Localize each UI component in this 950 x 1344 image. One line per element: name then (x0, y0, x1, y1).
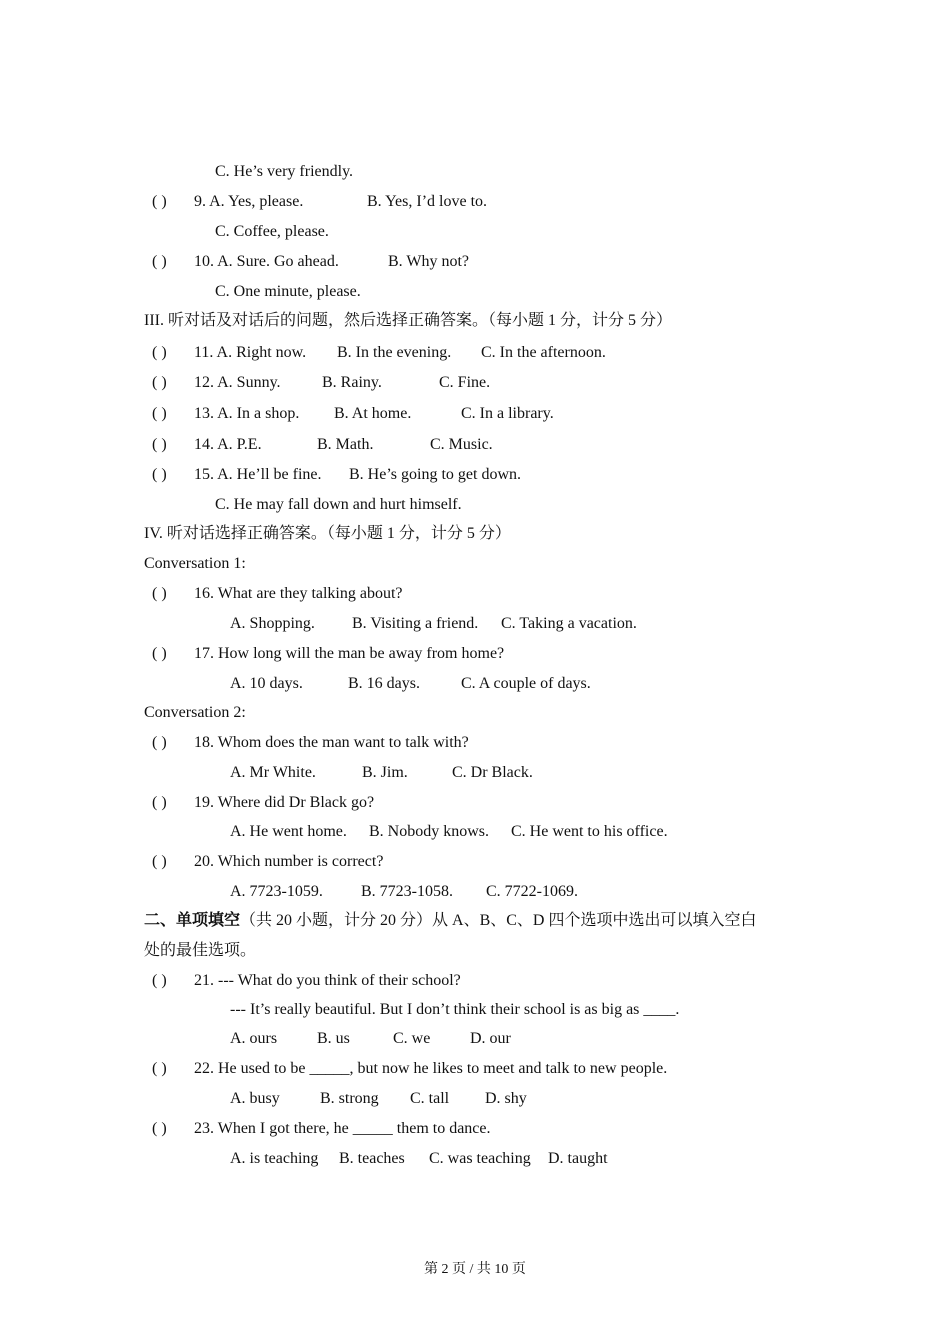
option-text: A. busy (230, 1090, 280, 1107)
answer-bracket[interactable]: ( ) (152, 193, 167, 210)
question-text: --- It’s really beautiful. But I don’t think their school is as big as ____. (230, 1001, 680, 1018)
part-heading (144, 911, 756, 931)
answer-bracket[interactable]: ( ) (152, 405, 167, 422)
option-text: B. In the evening. (337, 344, 452, 361)
answer-bracket[interactable]: ( ) (152, 794, 167, 811)
question-text: 15. A. He’ll be fine. (194, 466, 322, 483)
question-text: 20. Which number is correct? (194, 853, 384, 870)
option-text: C. A couple of days. (461, 675, 591, 692)
question-text: 10. A. Sure. Go ahead. (194, 253, 339, 270)
option-text: C. In a library. (461, 405, 554, 422)
option-text: C. In the afternoon. (481, 344, 606, 361)
option-text: B. Rainy. (322, 374, 382, 391)
option-text: A. Mr White. (230, 764, 316, 781)
part-description-cont: 处的最佳选项。 (144, 942, 257, 959)
option-text: A. 10 days. (230, 675, 303, 692)
option-text: B. strong (320, 1090, 379, 1107)
option-text: C. 7722-1069. (486, 883, 578, 900)
question-text: 13. A. In a shop. (194, 405, 300, 422)
option-text: C. we (393, 1030, 431, 1047)
answer-bracket[interactable]: ( ) (152, 585, 167, 602)
option-text: C. was teaching (429, 1150, 531, 1167)
option-text: C. Taking a vacation. (501, 615, 637, 632)
option-text: B. Math. (317, 436, 374, 453)
section-heading: IV. 听对话选择正确答案。（每小题 1 分，计分 5 分） (144, 525, 511, 542)
question-text: 23. When I got there, he _____ them to dance. (194, 1120, 491, 1137)
option-text: B. teaches (339, 1150, 405, 1167)
option-text: A. 7723-1059. (230, 883, 323, 900)
section-heading: III. 听对话及对话后的问题，然后选择正确答案。（每小题 1 分，计分 5 分） (144, 312, 672, 329)
part-title: 二、单项填空 (144, 912, 241, 929)
option-text: B. Yes, I’d love to. (367, 193, 488, 210)
conversation-label: Conversation 2: (144, 704, 246, 721)
part-description: （共 20 小题，计分 20 分）从 A、B、C、D 四个选项中选出可以填入空白 (240, 912, 757, 929)
option-text: C. Dr Black. (452, 764, 533, 781)
option-text: B. 7723-1058. (361, 883, 453, 900)
answer-bracket[interactable]: ( ) (152, 853, 167, 870)
option-text: B. He’s going to get down. (349, 466, 521, 483)
option-text: D. taught (548, 1150, 608, 1167)
answer-bracket[interactable]: ( ) (152, 972, 167, 989)
option-text: C. Music. (430, 436, 493, 453)
option-text: B. Jim. (362, 764, 408, 781)
option-text: A. He went home. (230, 823, 347, 840)
option-text: C. Fine. (439, 374, 491, 391)
option-text: B. 16 days. (348, 675, 420, 692)
question-text: 9. A. Yes, please. (194, 193, 304, 210)
question-text: 22. He used to be _____, but now he likes to meet and talk to new people. (194, 1060, 668, 1077)
answer-bracket[interactable]: ( ) (152, 253, 167, 270)
answer-bracket[interactable]: ( ) (152, 344, 167, 361)
answer-bracket[interactable]: ( ) (152, 436, 167, 453)
conversation-label: Conversation 1: (144, 555, 246, 572)
question-text: 12. A. Sunny. (194, 374, 281, 391)
option-text: B. At home. (334, 405, 412, 422)
option-text: C. tall (410, 1090, 450, 1107)
option-text: A. Shopping. (230, 615, 315, 632)
question-text: 16. What are they talking about? (194, 585, 403, 602)
option-text: B. us (317, 1030, 350, 1047)
option-text: B. Why not? (388, 253, 470, 270)
option-text: C. He may fall down and hurt himself. (215, 496, 462, 513)
option-text: C. Coffee, please. (215, 223, 329, 240)
option-text: D. shy (485, 1090, 527, 1107)
option-text: D. our (470, 1030, 511, 1047)
question-text: 19. Where did Dr Black go? (194, 794, 375, 811)
answer-bracket[interactable]: ( ) (152, 1120, 167, 1137)
option-text: B. Visiting a friend. (352, 615, 479, 632)
page-footer: 第 2 页 / 共 10 页 (424, 1262, 526, 1277)
question-text: 11. A. Right now. (194, 344, 307, 361)
answer-bracket[interactable]: ( ) (152, 1060, 167, 1077)
option-text: C. He went to his office. (511, 823, 668, 840)
option-text: C. He’s very friendly. (215, 163, 354, 180)
option-text: A. is teaching (230, 1150, 319, 1167)
question-text: 17. How long will the man be away from home? (194, 645, 505, 662)
option-text: B. Nobody knows. (369, 823, 490, 840)
answer-bracket[interactable]: ( ) (152, 734, 167, 751)
option-text: A. ours (230, 1030, 278, 1047)
question-text: 14. A. P.E. (194, 436, 262, 453)
question-text: 21. --- What do you think of their school? (194, 972, 461, 989)
answer-bracket[interactable]: ( ) (152, 466, 167, 483)
question-text: 18. Whom does the man want to talk with? (194, 734, 469, 751)
answer-bracket[interactable]: ( ) (152, 645, 167, 662)
answer-bracket[interactable]: ( ) (152, 374, 167, 391)
option-text: C. One minute, please. (215, 283, 361, 300)
